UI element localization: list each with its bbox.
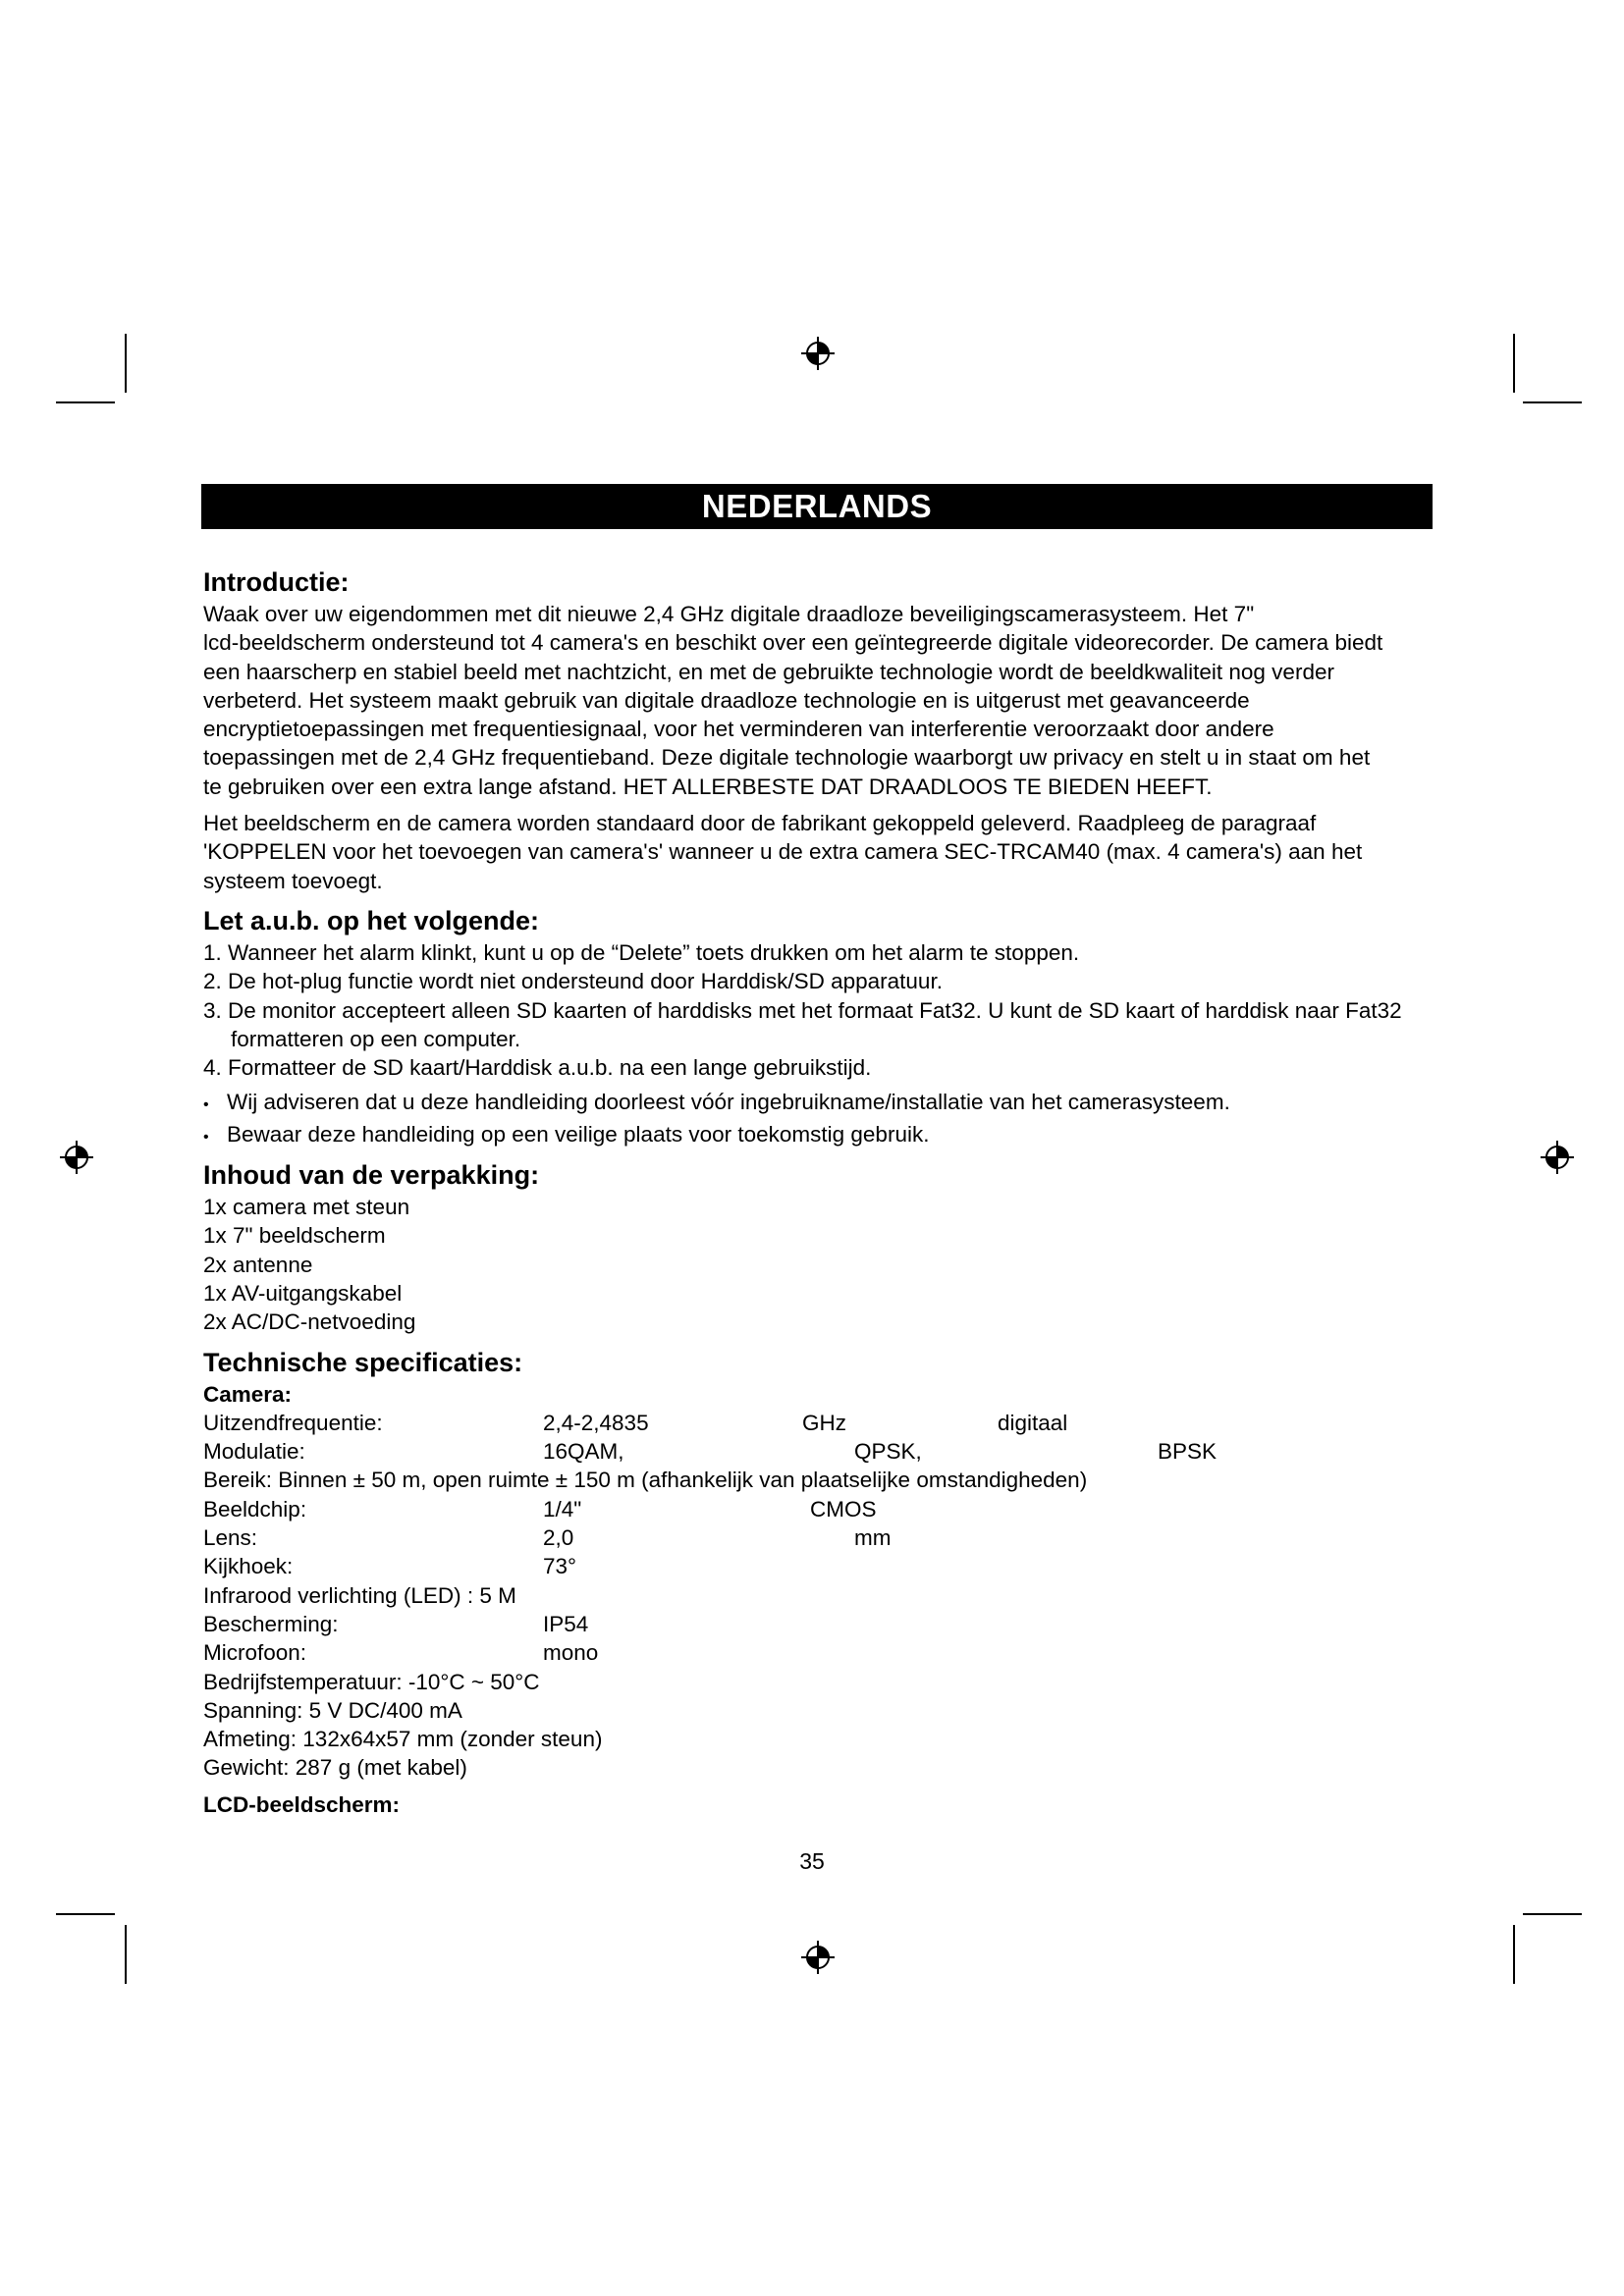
crop-mark bbox=[125, 334, 127, 393]
text-line: een haarscherp en stabiel beeld met nachtzicht, en met de gebruikte technologie wordt de beeldkwaliteit nog verder bbox=[203, 659, 1334, 684]
text-line: te gebruiken over een extra lange afstand. HET ALLERBESTE DAT DRAADLOOS TE BIEDEN HEEFT. bbox=[203, 774, 1213, 799]
bullet-icon: • bbox=[203, 1128, 209, 1146]
spec-value: GHz bbox=[802, 1410, 846, 1435]
spec-value: mm bbox=[854, 1525, 892, 1551]
bullet-text: Wij adviseren dat u deze handleiding doorleest vóór ingebruikname/installatie van het camerasysteem. bbox=[227, 1090, 1230, 1115]
spec-row bbox=[203, 1696, 1433, 1725]
spec-label: Microfoon: bbox=[203, 1640, 307, 1666]
spec-label: Uitzendfrequentie: bbox=[203, 1410, 383, 1435]
text-line: lcd-beeldscherm ondersteund tot 4 camera's en beschikt over een geïntegreerde digitale videorecorder. De camera biedt bbox=[203, 630, 1383, 656]
text-line: systeem toevoegt. bbox=[203, 868, 383, 893]
spec-value: mono bbox=[543, 1640, 599, 1666]
registration-mark-icon bbox=[1541, 1141, 1574, 1174]
list-item: 1. Wanneer het alarm klinkt, kunt u op de “Delete” toets drukken om het alarm te stoppen. bbox=[203, 939, 1080, 965]
text-line: toepassingen met de 2,4 GHz frequentieband. Deze digitale technologie waarborgt uw privacy en stelt u in staat om het bbox=[203, 745, 1371, 771]
spec-label: Kijkhoek: bbox=[203, 1554, 294, 1579]
spec-label: Beeldchip: bbox=[203, 1496, 307, 1522]
spec-label: Spanning: 5 V DC/400 mA bbox=[203, 1697, 462, 1723]
bullet-icon: • bbox=[203, 1096, 209, 1114]
registration-mark-icon bbox=[801, 337, 835, 370]
spec-label: Gewicht: 287 g (met kabel) bbox=[203, 1755, 467, 1781]
registration-mark-icon bbox=[60, 1141, 93, 1174]
specs-heading: Technische specificaties: bbox=[203, 1347, 523, 1377]
spec-label: Modulatie: bbox=[203, 1439, 305, 1465]
spec-label: Lens: bbox=[203, 1525, 258, 1551]
crop-mark bbox=[125, 1925, 127, 1984]
package-item: 1x 7" beeldscherm bbox=[203, 1223, 386, 1249]
package-item: 2x AC/DC-netvoeding bbox=[203, 1309, 416, 1335]
language-banner: NEDERLANDS bbox=[201, 484, 1433, 529]
package-heading: Inhoud van de verpakking: bbox=[203, 1160, 540, 1191]
spec-value: 73° bbox=[543, 1554, 577, 1579]
spec-row bbox=[203, 1495, 1433, 1523]
spec-row bbox=[203, 1668, 1433, 1696]
spec-label: Bedrijfstemperatuur: -10°C ~ 50°C bbox=[203, 1669, 540, 1694]
spec-row bbox=[203, 1437, 1433, 1466]
crop-mark bbox=[1523, 1913, 1582, 1915]
spec-label: Bescherming: bbox=[203, 1611, 339, 1636]
camera-subheading: Camera: bbox=[203, 1381, 293, 1407]
list-item bbox=[203, 1120, 1433, 1151]
spec-row bbox=[203, 1725, 1433, 1753]
spec-row bbox=[203, 1753, 1433, 1782]
pairing-paragraph bbox=[203, 809, 1433, 895]
spec-value: QPSK, bbox=[854, 1439, 922, 1465]
page-number: 35 bbox=[799, 1848, 825, 1874]
intro-paragraph bbox=[203, 600, 1433, 801]
spec-label: Bereik: Binnen ± 50 m, open ruimte ± 150 m (afhankelijk van plaatselijke omstandigheden) bbox=[203, 1468, 1088, 1493]
spec-row bbox=[203, 1581, 1433, 1610]
spec-value: 2,0 bbox=[543, 1525, 574, 1551]
package-item: 1x AV-uitgangskabel bbox=[203, 1280, 403, 1306]
page-content bbox=[203, 564, 1433, 1819]
text-line: 'KOPPELEN voor het toevoegen van camera's' wanneer u de extra camera SEC-TRCAM40 (max. 4 camera's) aan het bbox=[203, 839, 1363, 865]
notes-numbered-list bbox=[203, 938, 1433, 1082]
package-item: 2x antenne bbox=[203, 1252, 313, 1277]
list-item: 2. De hot-plug functie wordt niet ondersteund door Harddisk/SD apparatuur. bbox=[203, 969, 943, 994]
lcd-subheading: LCD-beeldscherm: bbox=[203, 1791, 401, 1817]
crop-mark bbox=[1513, 1925, 1515, 1984]
text-line: encryptietoepassingen met frequentiesignaal, voor het verminderen van interferentie veroorzaakt door andere bbox=[203, 717, 1274, 742]
crop-mark bbox=[1513, 334, 1515, 393]
spec-value: 1/4" bbox=[543, 1496, 582, 1522]
notes-bullet-list bbox=[203, 1088, 1433, 1151]
list-item: 3. De monitor accepteert alleen SD kaarten of harddisks met het formaat Fat32. U kunt de SD kaart of harddisk naar Fat32 formatteren op een computer. bbox=[203, 997, 1402, 1051]
spec-row bbox=[203, 1610, 1433, 1638]
bullet-text: Bewaar deze handleiding op een veilige plaats voor toekomstig gebruik. bbox=[227, 1121, 930, 1147]
spec-row bbox=[203, 1552, 1433, 1580]
spec-label: Afmeting: 132x64x57 mm (zonder steun) bbox=[203, 1727, 603, 1752]
spec-row bbox=[203, 1409, 1433, 1437]
text-line: Waak over uw eigendommen met dit nieuwe 2,4 GHz digitale draadloze beveiligingscamerasysteem. Het 7" bbox=[203, 602, 1255, 626]
spec-value: digitaal bbox=[998, 1410, 1068, 1435]
package-item: 1x camera met steun bbox=[203, 1195, 410, 1220]
crop-mark bbox=[56, 401, 115, 403]
notes-heading: Let a.u.b. op het volgende: bbox=[203, 905, 540, 935]
intro-heading: Introductie: bbox=[203, 567, 350, 597]
spec-label: Infrarood verlichting (LED) : 5 M bbox=[203, 1582, 516, 1608]
spec-row bbox=[203, 1523, 1433, 1552]
spec-value: 16QAM, bbox=[543, 1439, 624, 1465]
crop-mark bbox=[56, 1913, 115, 1915]
list-item: 4. Formatteer de SD kaart/Harddisk a.u.b. na een lange gebruikstijd. bbox=[203, 1055, 872, 1081]
spec-value: BPSK bbox=[1158, 1439, 1218, 1465]
text-line: Het beeldscherm en de camera worden standaard door de fabrikant gekoppeld geleverd. Raadpleeg de paragraaf bbox=[203, 811, 1317, 836]
text-line: verbeterd. Het systeem maakt gebruik van digitale draadloze technologie en is uitgerust met geavanceerde bbox=[203, 687, 1250, 713]
spec-value: CMOS bbox=[810, 1496, 877, 1522]
list-item bbox=[203, 1088, 1433, 1119]
spec-value: IP54 bbox=[543, 1611, 589, 1636]
spec-row bbox=[203, 1638, 1433, 1667]
spec-value: 2,4-2,4835 bbox=[543, 1410, 649, 1435]
registration-mark-icon bbox=[801, 1941, 835, 1974]
spec-row bbox=[203, 1466, 1433, 1494]
crop-mark bbox=[1523, 401, 1582, 403]
